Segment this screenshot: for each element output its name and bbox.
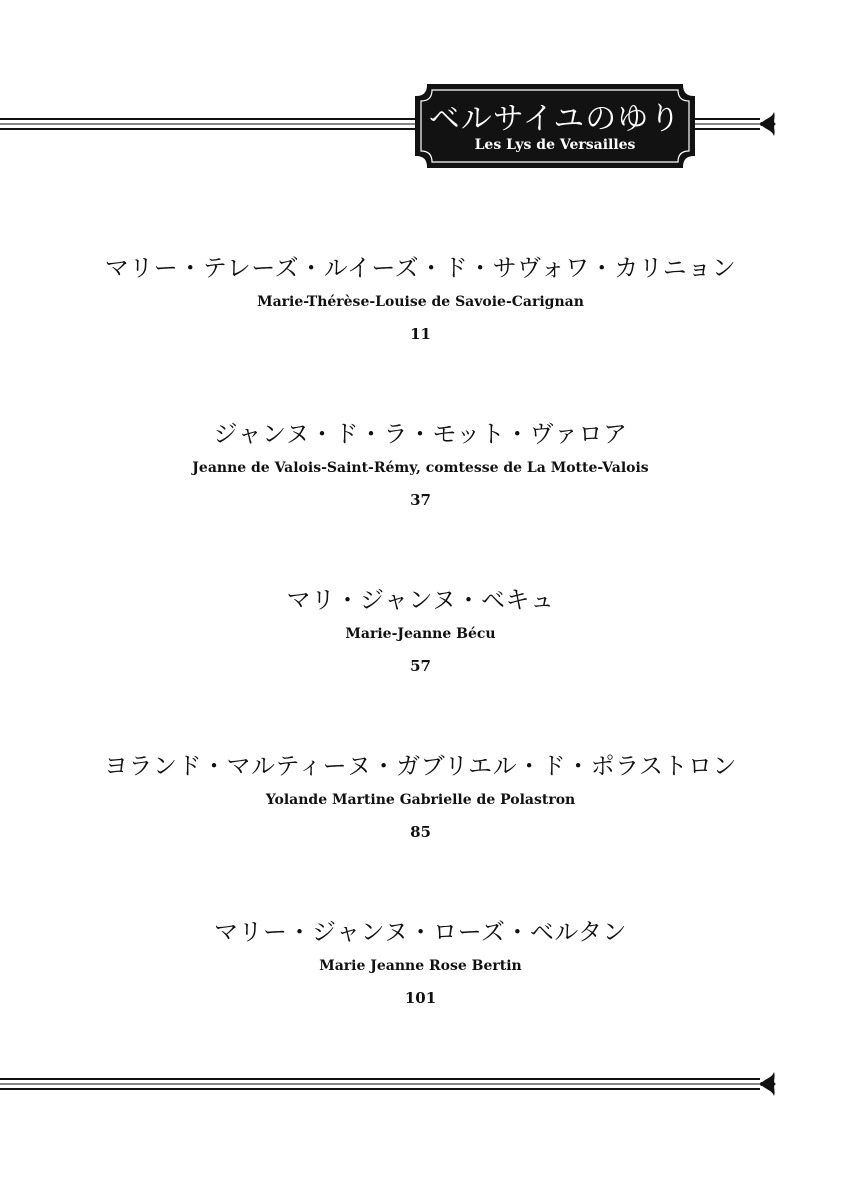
entry-name-japanese: マリー・ジャンヌ・ローズ・ベルタン (214, 918, 627, 946)
entry-name-japanese: ジャンヌ・ド・ラ・モット・ヴァロア (213, 420, 628, 448)
bottom-decorative-rule (0, 1064, 841, 1104)
toc-entry (0, 751, 841, 841)
entry-name-french: Marie-Jeanne Bécu (345, 626, 496, 642)
title-plaque (414, 83, 696, 169)
entry-page-number: 101 (404, 989, 437, 1007)
entry-page-number: 11 (410, 325, 431, 343)
entry-name-french: Jeanne de Valois-Saint-Rémy, comtesse de La Motte-Valois (192, 460, 649, 476)
toc-entry (0, 585, 841, 675)
entry-name-japanese: マリ・ジャンヌ・ベキュ (286, 586, 555, 614)
fleur-ornament-icon (760, 112, 776, 136)
toc-entry (0, 917, 841, 1007)
entry-name-french: Marie-Thérèse-Louise de Savoie-Carignan (257, 294, 584, 310)
entry-name-french: Marie Jeanne Rose Bertin (319, 958, 522, 974)
entry-page-number: 37 (410, 491, 431, 509)
entry-page-number: 57 (410, 657, 431, 675)
entry-page-number: 85 (410, 823, 431, 841)
entry-name-japanese: マリー・テレーズ・ルイーズ・ド・サヴォワ・カリニョン (104, 254, 737, 282)
toc-entry (0, 253, 841, 343)
fleur-ornament-icon (760, 1072, 776, 1096)
book-title: ベルサイユのゆり (428, 101, 682, 137)
book-subtitle: Les Lys de Versailles (474, 137, 636, 153)
entry-name-japanese: ヨランド・マルティーヌ・ガブリエル・ド・ポラストロン (104, 752, 737, 780)
entry-name-french: Yolande Martine Gabrielle de Polastron (265, 792, 576, 808)
toc-entry (0, 419, 841, 509)
